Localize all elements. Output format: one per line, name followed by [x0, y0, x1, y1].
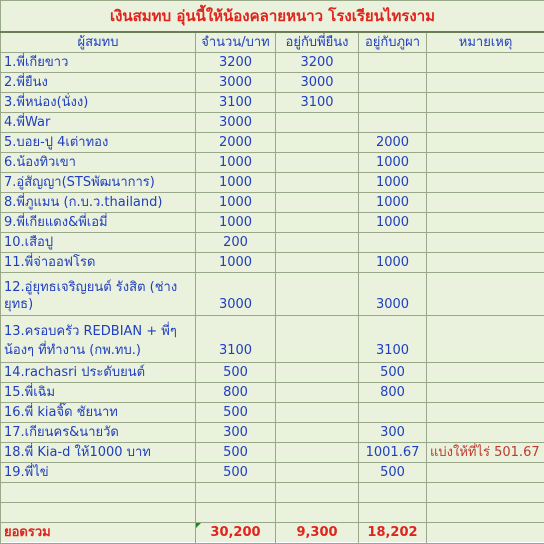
amount-cell[interactable]: 300	[196, 423, 276, 443]
with-phupha-cell[interactable]: 800	[359, 383, 427, 403]
with-yuen-cell[interactable]: 3200	[276, 53, 359, 73]
note-cell[interactable]	[427, 133, 544, 153]
donor-cell[interactable]: 5.บอย-ปู 4เต่าทอง	[1, 133, 196, 153]
note-cell[interactable]	[427, 153, 544, 173]
with-yuen-cell[interactable]	[276, 463, 359, 483]
empty-cell[interactable]	[276, 503, 359, 523]
table-row	[1, 193, 544, 213]
amount-cell[interactable]: 3000	[196, 113, 276, 133]
note-cell[interactable]	[427, 233, 544, 253]
with-phupha-cell[interactable]: 500	[359, 363, 427, 383]
empty-cell[interactable]	[276, 483, 359, 503]
empty-cell[interactable]	[359, 483, 427, 503]
amount-cell[interactable]: 3200	[196, 53, 276, 73]
donor-cell[interactable]: 18.พี่ Kia-d ให้1000 บาท	[1, 443, 196, 463]
header-note[interactable]: หมายเหตุ	[427, 32, 544, 53]
note-cell[interactable]	[427, 403, 544, 423]
donor-cell[interactable]: 9.พี่เกียแดง&พี่เอมี่	[1, 213, 196, 233]
total-label[interactable]: ยอดรวม	[1, 523, 196, 544]
amount-cell[interactable]: 1000	[196, 173, 276, 193]
with-yuen-cell[interactable]	[276, 443, 359, 463]
total-with-yuen[interactable]: 9,300	[276, 523, 359, 544]
with-yuen-cell[interactable]: 3100	[276, 93, 359, 113]
header-with-phupha[interactable]: อยู่กับภูผา	[359, 32, 427, 53]
note-cell[interactable]	[427, 213, 544, 233]
donor-cell[interactable]: 14.rachasri ประดับยนต์	[1, 363, 196, 383]
note-cell[interactable]	[427, 73, 544, 93]
amount-cell[interactable]: 200	[196, 233, 276, 253]
table-row	[1, 113, 544, 133]
donor-cell[interactable]: 3.พี่หน่อง(นั่งง)	[1, 93, 196, 113]
donor-cell[interactable]: 12.อู่ยุทธเจริญยนต์ รังสิต (ช่างยุทธ)	[1, 273, 196, 316]
total-row	[1, 523, 544, 544]
total-with-phupha[interactable]: 18,202	[359, 523, 427, 544]
table-row	[1, 383, 544, 403]
table-row	[1, 233, 544, 253]
header-row	[1, 32, 544, 53]
with-phupha-cell[interactable]	[359, 93, 427, 113]
empty-cell[interactable]	[196, 483, 276, 503]
table-row	[1, 463, 544, 483]
note-cell[interactable]	[427, 273, 544, 316]
table-row	[1, 423, 544, 443]
donor-cell[interactable]: 19.พี่ไข่	[1, 463, 196, 483]
amount-cell[interactable]: 500	[196, 443, 276, 463]
table-row	[1, 443, 544, 463]
with-yuen-cell[interactable]	[276, 273, 359, 316]
with-yuen-cell[interactable]	[276, 316, 359, 363]
with-phupha-cell[interactable]: 1000	[359, 193, 427, 213]
donor-cell[interactable]: 17.เกียนคร&นายวัด	[1, 423, 196, 443]
with-phupha-cell[interactable]	[359, 233, 427, 253]
sheet-title[interactable]: เงินสมทบ อุ่นนี้ให้น้องคลายหนาว โรงเรียนไทรงาม	[1, 1, 544, 33]
table-row	[1, 173, 544, 193]
with-phupha-cell[interactable]	[359, 403, 427, 423]
with-phupha-cell[interactable]: 1000	[359, 253, 427, 273]
with-yuen-cell[interactable]	[276, 363, 359, 383]
amount-cell[interactable]: 3000	[196, 73, 276, 93]
with-phupha-cell[interactable]: 1000	[359, 213, 427, 233]
with-yuen-cell[interactable]	[276, 213, 359, 233]
empty-cell[interactable]	[1, 483, 196, 503]
table-row	[1, 133, 544, 153]
amount-cell[interactable]: 1000	[196, 193, 276, 213]
empty-row	[1, 483, 544, 503]
note-cell[interactable]	[427, 383, 544, 403]
table-row	[1, 153, 544, 173]
title-row	[1, 1, 544, 33]
amount-cell[interactable]: 1000	[196, 253, 276, 273]
empty-cell[interactable]	[359, 503, 427, 523]
note-cell[interactable]	[427, 193, 544, 213]
with-phupha-cell[interactable]: 300	[359, 423, 427, 443]
amount-cell[interactable]: 3000	[196, 273, 276, 316]
with-phupha-cell[interactable]	[359, 73, 427, 93]
donor-cell[interactable]: 1.พี่เกียขาว	[1, 53, 196, 73]
note-cell[interactable]: แบ่งให้ที่ไร่ 501.67	[427, 443, 544, 463]
table-row	[1, 93, 544, 113]
amount-cell[interactable]: 500	[196, 363, 276, 383]
empty-cell[interactable]	[1, 503, 196, 523]
note-cell[interactable]	[427, 363, 544, 383]
with-phupha-cell[interactable]: 2000	[359, 133, 427, 153]
donor-cell[interactable]: 16.พี่ kiaจิ๊ด ชัยนาท	[1, 403, 196, 423]
note-cell[interactable]	[427, 253, 544, 273]
amount-cell[interactable]: 3100	[196, 316, 276, 363]
header-with-yuen[interactable]: อยู่กับพี่ยืนง	[276, 32, 359, 53]
amount-cell[interactable]: 1000	[196, 153, 276, 173]
with-yuen-cell[interactable]: 3000	[276, 73, 359, 93]
amount-cell[interactable]: 500	[196, 403, 276, 423]
donor-cell[interactable]: 6.น้องทิวเขา	[1, 153, 196, 173]
note-cell[interactable]	[427, 463, 544, 483]
table-row	[1, 73, 544, 93]
amount-cell[interactable]: 3100	[196, 93, 276, 113]
with-phupha-cell[interactable]: 1000	[359, 153, 427, 173]
note-cell[interactable]	[427, 423, 544, 443]
donor-cell[interactable]: 11.พี่จ่าออฟโรด	[1, 253, 196, 273]
empty-cell[interactable]	[196, 503, 276, 523]
with-yuen-cell[interactable]	[276, 233, 359, 253]
with-phupha-cell[interactable]: 1000	[359, 173, 427, 193]
with-yuen-cell[interactable]	[276, 173, 359, 193]
table-row	[1, 213, 544, 233]
donor-cell[interactable]: 13.ครอบครัว REDBIAN + พี่ๆ น้องๆ ที่ทำงาน (กพ.ทบ.)	[1, 316, 196, 363]
with-yuen-cell[interactable]	[276, 153, 359, 173]
note-cell[interactable]	[427, 173, 544, 193]
with-yuen-cell[interactable]	[276, 383, 359, 403]
note-cell[interactable]	[427, 53, 544, 73]
donor-cell[interactable]: 15.พี่เฉิม	[1, 383, 196, 403]
with-yuen-cell[interactable]	[276, 423, 359, 443]
total-amount[interactable]: 30,200	[196, 523, 276, 544]
note-cell[interactable]	[427, 316, 544, 363]
header-amount[interactable]: จำนวน/บาท	[196, 32, 276, 53]
with-yuen-cell[interactable]	[276, 133, 359, 153]
with-phupha-cell[interactable]	[359, 53, 427, 73]
with-yuen-cell[interactable]	[276, 193, 359, 213]
donor-cell[interactable]: 7.อู่สัญญา(STSพัฒนาการ)	[1, 173, 196, 193]
with-yuen-cell[interactable]	[276, 113, 359, 133]
amount-cell[interactable]: 1000	[196, 213, 276, 233]
empty-cell[interactable]	[427, 503, 544, 523]
with-phupha-cell[interactable]: 3000	[359, 273, 427, 316]
table-row	[1, 53, 544, 73]
donor-cell[interactable]: 10.เสือปู	[1, 233, 196, 253]
table-row	[1, 273, 544, 316]
with-yuen-cell[interactable]	[276, 403, 359, 423]
amount-cell[interactable]: 800	[196, 383, 276, 403]
table-row	[1, 253, 544, 273]
empty-row	[1, 503, 544, 523]
with-phupha-cell[interactable]: 500	[359, 463, 427, 483]
amount-cell[interactable]: 2000	[196, 133, 276, 153]
note-cell[interactable]	[427, 113, 544, 133]
donor-cell[interactable]: 2.พี่ยืนง	[1, 73, 196, 93]
total-note[interactable]	[427, 523, 544, 544]
donor-cell[interactable]: 8.พี่ภูแมน (ก.บ.ว.thailand)	[1, 193, 196, 213]
table-row	[1, 316, 544, 363]
amount-cell[interactable]: 500	[196, 463, 276, 483]
with-phupha-cell[interactable]: 3100	[359, 316, 427, 363]
with-phupha-cell[interactable]	[359, 113, 427, 133]
table-row	[1, 403, 544, 423]
table-row	[1, 363, 544, 383]
with-phupha-cell[interactable]: 1001.67	[359, 443, 427, 463]
note-cell[interactable]	[427, 93, 544, 113]
donor-cell[interactable]: 4.พี่War	[1, 113, 196, 133]
header-donor[interactable]: ผู้สมทบ	[1, 32, 196, 53]
with-yuen-cell[interactable]	[276, 253, 359, 273]
empty-cell[interactable]	[427, 483, 544, 503]
